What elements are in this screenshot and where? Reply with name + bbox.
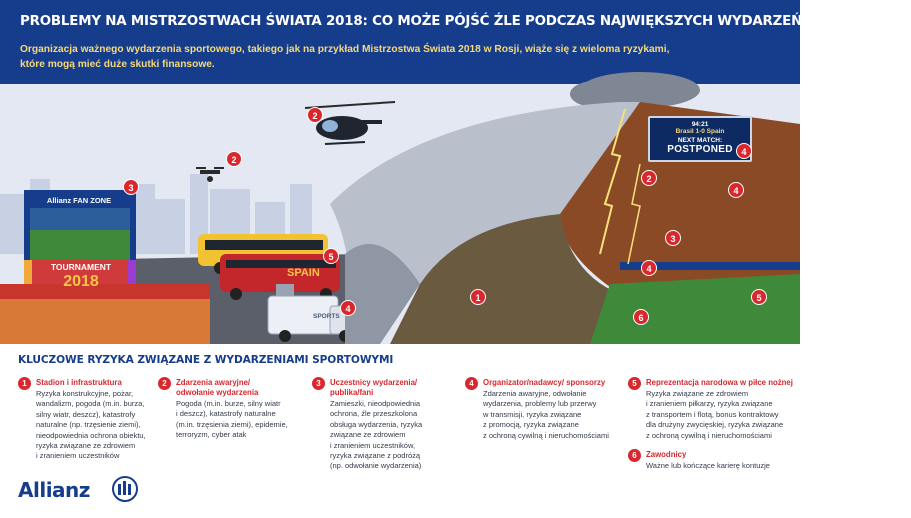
- risk-description: [330, 399, 422, 472]
- risk-title: Zawodnicy: [646, 450, 687, 459]
- scoreboard-next-label: NEXT MATCH:: [677, 137, 723, 144]
- football-pitch: [590, 274, 800, 344]
- risk-line: silny wiatr, deszcz), katastrofy: [36, 409, 136, 419]
- risk-badge-4: 4: [340, 300, 356, 316]
- risk-title: [330, 378, 470, 398]
- risk-badge-2: 2: [307, 107, 323, 123]
- risk-title-line: odwołanie wydarzenia: [176, 388, 259, 397]
- risk-badge-5: 5: [323, 248, 339, 264]
- fan-zone-sign: Allianz FAN ZONE: [38, 194, 120, 207]
- risk-badge-2: 2: [641, 170, 657, 186]
- risk-line: związane ze zdrowiem: [330, 430, 406, 440]
- risk-badge-3: 3: [123, 179, 139, 195]
- risk-line: Ryzyka konstrukcyjne, pożar,: [36, 389, 134, 398]
- risk-number: 1: [18, 377, 31, 390]
- risk-badge-1: 1: [470, 289, 486, 305]
- risk-number: 5: [628, 377, 641, 390]
- risk-line: obsługa wydarzenia, ryzyka: [330, 419, 423, 429]
- risk-title: Stadion i infrastruktura: [36, 378, 122, 387]
- risk-description: [646, 461, 770, 471]
- risk-line: i zranieniem uczestników,: [330, 440, 416, 450]
- risk-line: z ochroną cywilną i nieruchomościami: [483, 430, 609, 440]
- risk-line: nieodpowiednia ochrona obiektu,: [36, 430, 146, 440]
- allianz-eagle-icon-graphic: [114, 478, 135, 499]
- risk-line: z ochroną cywilną i nieruchomościami: [646, 430, 772, 440]
- risk-description: [483, 389, 609, 441]
- risk-description: [176, 399, 288, 441]
- risk-line: naturalne (np. trzęsienie ziemi),: [36, 420, 141, 430]
- risk-line: (np. odwołanie wydarzenia): [330, 461, 422, 471]
- risk-badge-6: 6: [633, 309, 649, 325]
- risk-title-line: publika/fani: [330, 388, 374, 397]
- spain-bus-label: SPAIN: [287, 267, 320, 279]
- scoreboard-time: 94:21: [691, 121, 709, 128]
- risk-line: i zranieniem uczestników: [36, 451, 120, 461]
- page-title: PROBLEMY NA MISTRZOSTWACH ŚWIATA 2018: CO MOŻE PÓJŚĆ ŹLE PODCZAS NAJWIĘKSZYCH WYDARZEŃ SPORTOWYCH: [20, 14, 911, 29]
- risk-line: Ryzyka związane ze zdrowiem: [646, 389, 749, 398]
- risk-badge-2: 2: [226, 151, 242, 167]
- risk-badge-4: 4: [736, 143, 752, 159]
- risk-line: z transportem i flotą, bonus kontraktowy: [646, 409, 779, 419]
- tournament-year: 2018: [63, 273, 99, 290]
- allianz-eagle-icon: [112, 476, 138, 502]
- risk-title-line: Uczestnicy wydarzenia/: [330, 378, 418, 387]
- scoreboard-score: Brasil 1-0 Spain: [675, 128, 725, 135]
- risk-line: terroryzm, cyber atak: [176, 430, 247, 440]
- risk-line: ryzyka związane ze zdrowiem: [36, 441, 136, 451]
- risk-line: z promocją, ryzyka związane: [483, 420, 579, 430]
- tv-van-label: SPORTS: [313, 313, 340, 320]
- risk-line: ryzyka związane z podróżą: [330, 451, 421, 461]
- subtitle-line: Organizacja ważnego wydarzenia sportowego, takiego jak na przykład Mistrzostwa Świata 2018 w Rosji, wiąże się z wieloma ryzykami,: [20, 44, 670, 55]
- risk-badge-5: 5: [751, 289, 767, 305]
- risk-badge-4: 4: [641, 260, 657, 276]
- risk-line: wandalizm, pogoda (m.in. burza,: [36, 399, 145, 409]
- risk-line: Ważne lub kończące karierę kontuzje: [646, 461, 770, 470]
- risk-number: 4: [465, 377, 478, 390]
- risk-line: i deszcz), katastrofy naturalne: [176, 409, 276, 419]
- risk-line: dla drużyny zwycięskiej, ryzyka związane: [646, 420, 784, 430]
- allianz-logo: Allianz: [18, 478, 90, 502]
- stadium-illustration: [0, 84, 800, 344]
- risk-number: 6: [628, 449, 641, 462]
- subtitle-line: które mogą mieć duże skutki finansowe.: [20, 59, 215, 70]
- risk-line: Zamieszki, nieodpowiednia: [330, 399, 421, 408]
- risk-title: Reprezentacja narodowa w piłce nożnej: [646, 378, 793, 387]
- risk-line: Zdarzenia awaryjne, odwołanie: [483, 389, 587, 398]
- risk-title: [176, 378, 316, 398]
- risk-title-line: Zdarzenia awaryjne/: [176, 378, 251, 387]
- risk-line: Pogoda (m.in. burze, silny wiatr: [176, 399, 281, 408]
- risk-line: (m.in. trzęsienia ziemi), epidemie,: [176, 419, 288, 429]
- scoreboard-status: POSTPONED: [667, 144, 733, 155]
- crowd-left: [0, 284, 210, 344]
- risk-title: Organizator/nadawcy/ sponsorzy: [483, 378, 606, 387]
- page-subtitle: [20, 42, 780, 72]
- header-banner: [0, 0, 911, 84]
- risk-number: 3: [312, 377, 325, 390]
- tournament-label: TOURNAMENT: [50, 262, 112, 272]
- risk-line: wydarzenia, problemy lub przerwy: [483, 399, 597, 409]
- risk-line: ochrona, źle przeszkolona: [330, 409, 418, 419]
- risk-badge-3: 3: [665, 230, 681, 246]
- risk-line: w transmisji, ryzyka związane: [483, 409, 582, 419]
- risk-description: [36, 389, 146, 462]
- risks-section-title: KLUCZOWE RYZYKA ZWIĄZANE Z WYDARZENIAMI SPORTOWYMI: [18, 354, 394, 366]
- risk-number: 2: [158, 377, 171, 390]
- risk-badge-4: 4: [728, 182, 744, 198]
- risk-line: i zranieniem piłkarzy, ryzyka związane: [646, 399, 773, 409]
- risk-description: [646, 389, 783, 441]
